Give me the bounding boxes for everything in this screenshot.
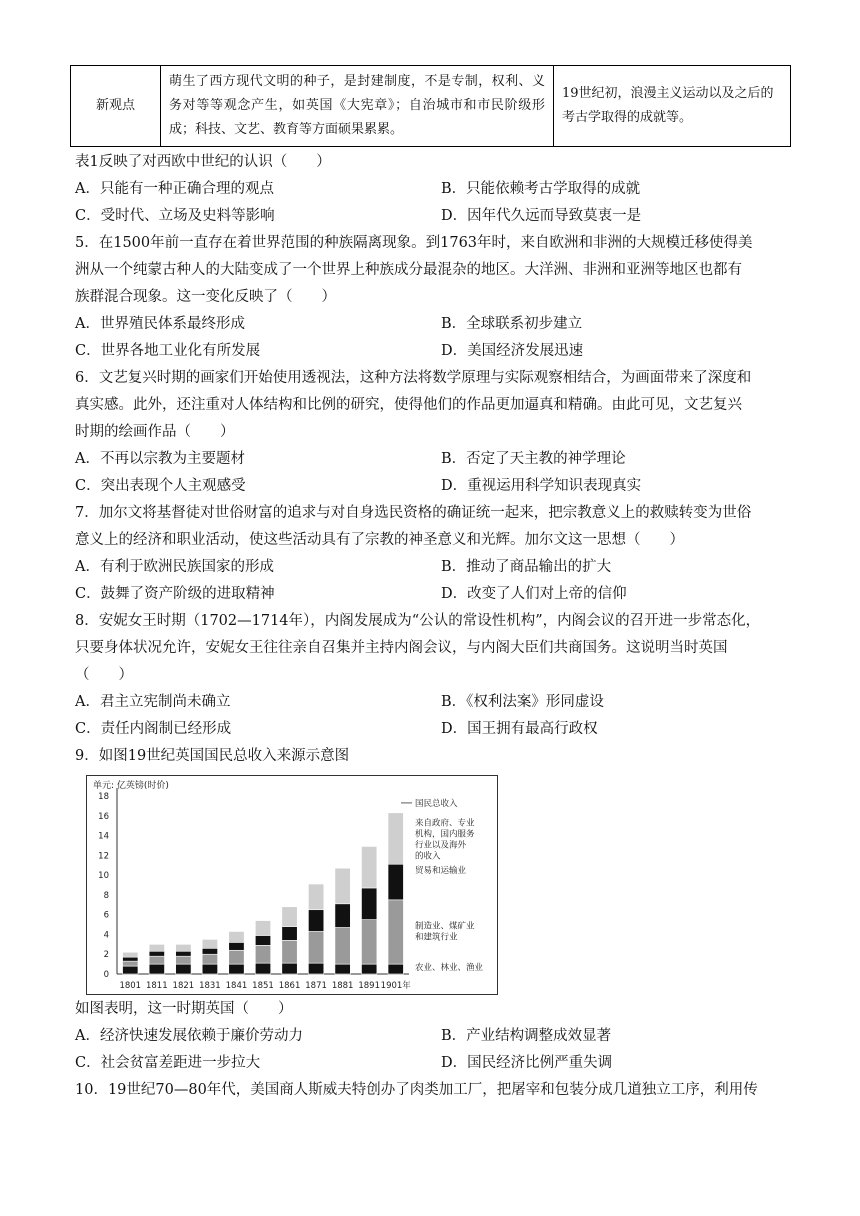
bar-segment xyxy=(255,945,270,963)
continuation-table xyxy=(70,65,791,147)
q7-option-c[interactable]: C．鼓舞了资产阶级的进取精神 xyxy=(75,586,275,602)
q5-stem-line: 族群混合现象。这一变化反映了（ ） xyxy=(75,289,336,305)
income-chart-svg xyxy=(87,776,497,994)
x-tick-label: 1831 xyxy=(199,981,221,991)
q5-option-a[interactable]: A．世界殖民体系最终形成 xyxy=(75,316,245,332)
q9-option-a[interactable]: A．经济快速发展依赖于廉价劳动力 xyxy=(75,1028,303,1044)
q4-option-b[interactable]: B．只能依赖考古学取得的成就 xyxy=(441,181,641,197)
bar-segment xyxy=(229,964,244,974)
bar-segment xyxy=(388,900,403,964)
bar-segment xyxy=(361,920,376,965)
q9-option-d[interactable]: D．国民经济比例严重失调 xyxy=(441,1055,613,1071)
bar-segment xyxy=(388,864,403,900)
x-tick-label: 1811 xyxy=(145,981,168,991)
bar-segment xyxy=(149,944,164,951)
legend-label: 和建筑行业 xyxy=(415,932,458,943)
q5-option-d[interactable]: D．美国经济发展迅速 xyxy=(441,343,584,359)
table-row xyxy=(71,66,791,147)
q4-stem: 表1反映了对西欧中世纪的认识（ ） xyxy=(75,154,331,170)
q8-option-b[interactable]: B．《权利法案》形同虚设 xyxy=(441,694,604,710)
q6-option-b[interactable]: B．否定了天主教的神学理论 xyxy=(441,451,626,467)
table-cell-content: 萌生了西方现代文明的种子，是封建制度，不是专制，权利、义务对等等观念产生，如英国《大宪章》；自治城市和市民阶级形成；科技、文艺、教育等方面硕果累累。 xyxy=(161,66,554,147)
x-tick-label: 1881 xyxy=(331,981,354,991)
bar-segment xyxy=(202,954,217,964)
q6-stem-line: 真实感。此外，还注重对人体结构和比例的研究，使得他们的作品更加逼真和精确。由此可见，文艺复兴 xyxy=(75,397,742,413)
bar-segment xyxy=(123,952,138,957)
y-tick-label: 4 xyxy=(103,930,109,941)
bar-segment xyxy=(229,950,244,964)
bar-segment xyxy=(282,927,297,941)
bar-segment xyxy=(335,964,350,974)
legend-label: 农业、林业、渔业 xyxy=(415,963,484,974)
q5-stem-line: 5．在1500年前一直存在着世界范围的种族隔离现象。到1763年时，来自欧洲和非洲的大规模迁移使得美 xyxy=(75,235,753,251)
legend-label: 机构，国内服务 xyxy=(415,829,475,840)
q6-stem-line: 时期的绘画作品（ ） xyxy=(75,424,235,440)
q4-option-d[interactable]: D．因年代久远而导致莫衷一是 xyxy=(441,208,642,224)
q5-stem-line: 洲从一个纯蒙古种人的大陆变成了一个世界上种族成分最混杂的地区。大洋洲、非洲和亚洲等地区也都有 xyxy=(75,262,742,278)
bar-segment xyxy=(282,963,297,974)
income-chart xyxy=(86,775,498,995)
x-tick-label: 1821 xyxy=(172,981,195,991)
bar-segment xyxy=(308,963,323,974)
q7-stem-line: 7．加尔文将基督徒对世俗财富的追求与对自身选民资格的确证统一起来，把宗教意义上的救赎转变为世俗 xyxy=(75,505,752,521)
bar-segment xyxy=(149,964,164,974)
bar-segment xyxy=(308,931,323,963)
y-tick-label: 6 xyxy=(103,910,109,921)
legend-label: 的收入 xyxy=(415,851,441,862)
bar-segment xyxy=(388,813,403,864)
x-tick-label: 1851 xyxy=(252,981,274,991)
bar-segment xyxy=(176,944,191,951)
q10-stem-line: 10．19世纪70—80年代，美国商人斯威夫特创办了肉类加工厂，把屠宰和包装分成几道独立工序，利用传 xyxy=(75,1082,758,1098)
bar-segment xyxy=(335,868,350,904)
bar-segment xyxy=(229,931,244,942)
q7-stem-line: 意义上的经济和职业活动，使这些活动具有了宗教的神圣意义和光辉。加尔文这一思想（ ） xyxy=(75,532,684,548)
q8-stem-line: 只要身体状况允许，安妮女王往往亲自召集并主持内阁会议，与内阁大臣们共商国务。这说明当时英国 xyxy=(75,640,728,656)
x-tick-label: 1871 xyxy=(305,981,327,991)
q6-option-d[interactable]: D．重视运用科学知识表现真实 xyxy=(441,478,642,494)
y-tick-label: 10 xyxy=(98,871,109,882)
x-tick-label: 1861 xyxy=(278,981,301,991)
legend-label: 制造业、煤矿业 xyxy=(415,921,475,932)
q5-option-c[interactable]: C．世界各地工业化有所发展 xyxy=(75,343,261,359)
bar-segment xyxy=(176,956,191,964)
y-tick-label: 18 xyxy=(98,792,109,802)
q5-option-b[interactable]: B．全球联系初步建立 xyxy=(441,316,583,332)
q8-option-a[interactable]: A．君主立宪制尚未确立 xyxy=(75,694,231,710)
bar-segment xyxy=(149,951,164,956)
bar-segment xyxy=(202,964,217,974)
bar-segment xyxy=(361,846,376,888)
x-tick-label: 1901年 xyxy=(380,981,411,991)
bar-segment xyxy=(176,951,191,956)
x-tick-label: 1801 xyxy=(119,981,142,991)
q6-option-a[interactable]: A．不再以宗教为主要题材 xyxy=(75,451,245,467)
bar-segment xyxy=(149,956,164,964)
bar-segment xyxy=(123,957,138,961)
legend-label: 来自政府、专业 xyxy=(415,818,475,829)
legend-label: 贸易和运输业 xyxy=(415,866,467,877)
y-tick-label: 12 xyxy=(98,851,109,862)
bar-segment xyxy=(308,910,323,932)
bar-segment xyxy=(176,964,191,974)
q9-after: 如图表明，这一时期英国（ ） xyxy=(75,1001,293,1017)
bar-segment xyxy=(123,966,138,974)
q4-option-a[interactable]: A．只能有一种正确合理的观点 xyxy=(75,181,274,197)
q7-option-b[interactable]: B．推动了商品输出的扩大 xyxy=(441,559,612,575)
y-tick-label: 14 xyxy=(98,831,109,842)
bar-segment xyxy=(255,935,270,945)
bar-segment xyxy=(229,942,244,950)
table-cell-source: 19世纪初，浪漫主义运动以及之后的考古学取得的成就等。 xyxy=(554,66,791,147)
bar-segment xyxy=(202,948,217,954)
bar-segment xyxy=(202,939,217,948)
bar-segment xyxy=(335,904,350,928)
q9-option-c[interactable]: C．社会贫富差距进一步拉大 xyxy=(75,1055,261,1071)
bar-segment xyxy=(388,964,403,974)
legend-total-label: 国民总收入 xyxy=(415,798,458,809)
x-tick-label: 1891 xyxy=(358,981,381,991)
x-tick-label: 1841 xyxy=(225,981,248,991)
q6-stem-line: 6．文艺复兴时期的画家们开始使用透视法，这种方法将数学原理与实际观察相结合，为画面带来了深度和 xyxy=(75,370,752,386)
chart-unit-label: 单元: 亿英镑(时价) xyxy=(93,781,169,791)
q8-stem-line: 8．安妮女王时期（1702—1714年），内阁发展成为“公认的常设性机构”，内阁会议的召开进一步常态化， xyxy=(75,613,761,629)
bar-segment xyxy=(255,921,270,936)
table-row-label: 新观点 xyxy=(71,66,161,147)
q9-option-b[interactable]: B．产业结构调整成效显著 xyxy=(441,1028,612,1044)
q7-option-a[interactable]: A．有利于欧洲民族国家的形成 xyxy=(75,559,274,575)
bar-segment xyxy=(255,963,270,974)
y-tick-label: 2 xyxy=(103,950,109,961)
bar-segment xyxy=(361,888,376,920)
bar-segment xyxy=(123,961,138,966)
q9-stem: 9．如图19世纪英国国民总收入来源示意图 xyxy=(75,748,350,764)
bar-segment xyxy=(282,940,297,963)
q8-option-c[interactable]: C．责任内阁制已经形成 xyxy=(75,721,232,737)
bar-segment xyxy=(335,928,350,965)
q4-option-c[interactable]: C．受时代、立场及史料等影响 xyxy=(75,208,275,224)
q7-option-d[interactable]: D．改变了人们对上帝的信仰 xyxy=(441,586,627,602)
y-tick-label: 16 xyxy=(98,811,109,822)
bar-segment xyxy=(308,884,323,910)
q8-option-d[interactable]: D．国王拥有最高行政权 xyxy=(441,721,598,737)
y-tick-label: 8 xyxy=(103,890,109,901)
y-tick-label: 0 xyxy=(103,970,109,980)
q6-option-c[interactable]: C．突出表现个人主观感受 xyxy=(75,478,246,494)
legend-label: 行业以及海外 xyxy=(415,840,467,851)
bar-segment xyxy=(282,907,297,927)
q8-stem-line: （ ） xyxy=(75,667,133,683)
bar-segment xyxy=(361,964,376,974)
